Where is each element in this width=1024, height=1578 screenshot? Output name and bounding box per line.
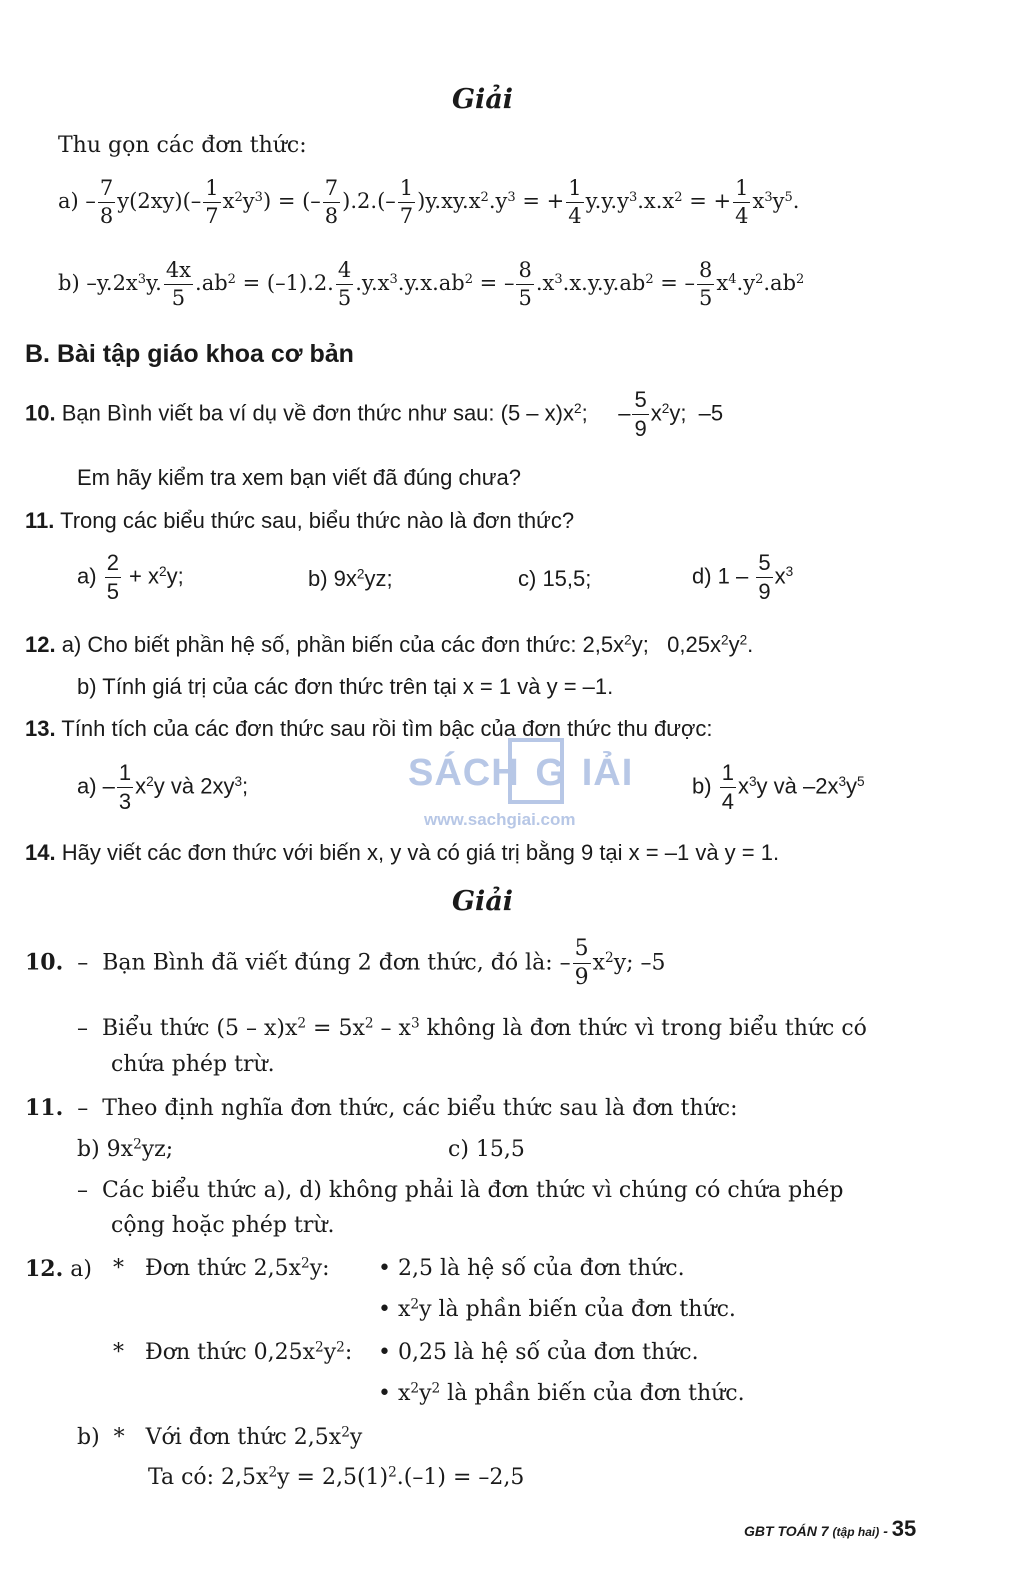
option-label: d) 1 – — [692, 563, 749, 589]
intro-text: Thu gọn các đơn thức: — [58, 133, 307, 158]
exercise-13 — [25, 716, 713, 742]
exercise-12: 12. a) Cho biết phần hệ số, phần biến của các đơn thức: $2,5x^2y$; $0,25x^2y^2$. — [25, 632, 754, 657]
exercise-11-option-c: c) 15,5; — [518, 566, 592, 591]
solution-title: Giải — [452, 84, 514, 115]
solution-12-a-label: a) — [70, 1257, 92, 1282]
solution-12-item1-label: Đơn thức 2,5x — [144, 1256, 302, 1281]
solution-11-text: Theo định nghĩa đơn thức, các biểu thức sau là đơn thức: — [102, 1096, 738, 1121]
option-label: a) — [77, 563, 97, 589]
solution-12-b-text-2: Ta có: 2,5x — [148, 1465, 269, 1490]
option-label: b) — [308, 566, 328, 591]
solution-number: 12. — [25, 1256, 64, 1282]
exercise-number: 12. — [25, 632, 56, 657]
page-number: 35 — [891, 1516, 917, 1541]
section-heading: B. Bài tập giáo khoa cơ bản — [25, 340, 354, 368]
watermark-url: www.sachgiai.com — [424, 810, 576, 829]
solution-12-b-line2: Ta có: $2,5x^2y = 2,5(1)^2.(-1) = -2,5$ — [148, 1464, 525, 1490]
exercise-14-text: Hãy viết các đơn thức với biến x, y và có giá trị bằng 9 tại x = –1 và y = 1. — [61, 840, 780, 865]
solution-12-item1-b1-text: 2,5 là hệ số của đơn thức. — [397, 1256, 685, 1281]
solution-10-line2: – Biểu thức $(5 - x)x^2 = 5x^2 - x^3$ không là đơn thức vì trong biểu thức có — [77, 1015, 867, 1041]
solution-10-text: Bạn Bình đã viết đúng 2 đơn thức, đó là: — [102, 950, 553, 976]
solution-11-item-b: b) $9x^2yz$; — [77, 1136, 174, 1162]
exercise-13-option-b: b) $\frac{1}{4}$ $x^3y$ và $-2x^3y^5$ — [692, 760, 865, 814]
solution-11-item-c: c) 15,5 — [448, 1137, 525, 1162]
exercise-number: 14. — [25, 840, 56, 865]
exercise-11-option-b: b) $9x^2yz$; — [308, 566, 393, 591]
solution-12-b-label: b) — [77, 1425, 100, 1450]
solution-12-item2-label: Đơn thức 0,25x — [144, 1340, 316, 1365]
solution-11-text-3: Các biểu thức a), d) không phải là đơn thức vì chúng có chứa phép — [102, 1178, 844, 1203]
watermark-frame — [508, 738, 564, 804]
solution-12-item1-bullet2: • $x^2y$ là phần biến của đơn thức. — [378, 1296, 736, 1322]
solution-12-b-line1: b) * Với đơn thức $2,5x^2y$ — [77, 1424, 363, 1450]
watermark-text-box: G — [535, 752, 566, 794]
solution-12-header — [25, 1256, 92, 1282]
solution-12-item2-b1-text: 0,25 là hệ số của đơn thức. — [397, 1340, 699, 1365]
solution-12-item1-bullet1: • 2,5 là hệ số của đơn thức. — [378, 1256, 685, 1281]
solution-11-line3: – Các biểu thức a), d) không phải là đơn thức vì chúng có chứa phép — [77, 1178, 844, 1203]
solution-12-item1-b2-text: là phần biến của đơn thức. — [438, 1297, 736, 1322]
exercise-number: 11. — [25, 508, 55, 533]
solution-title-2: Giải — [452, 886, 514, 917]
option-label: a) — [77, 773, 97, 799]
watermark-text-left: SÁCH — [408, 752, 520, 794]
solution-12-item2-bullet1: • 0,25 là hệ số của đơn thức. — [378, 1340, 699, 1365]
solution-10-text-2b: không là đơn thức vì trong biểu thức có — [426, 1016, 867, 1041]
footer-volume: (tập hai) — [832, 1525, 880, 1539]
solution-12-item2-b2-text: là phần biến của đơn thức. — [447, 1381, 745, 1406]
exercise-12-text-b: b) Tính giá trị của các đơn thức trên tại x = 1 và y = –1. — [77, 674, 614, 699]
exercise-13-option-a: a) – $\frac{1}{3}$ $x^2y$ và $2xy^3$; — [77, 760, 249, 814]
exercise-10-line2: Em hãy kiểm tra xem bạn viết đã đúng chưa? — [77, 465, 521, 490]
option-label: b) — [692, 773, 712, 799]
exercise-14 — [25, 840, 779, 866]
watermark-text-right: IẢI — [581, 752, 634, 794]
solution-number: 10. — [25, 949, 64, 976]
solution-11-line1: 11. – Theo định nghĩa đơn thức, các biểu thức sau là đơn thức: — [25, 1095, 738, 1121]
solution-11-line4: cộng hoặc phép trừ. — [111, 1213, 335, 1238]
exercise-10: 10. Bạn Bình viết ba ví dụ về đơn thức như sau: $(5 - x)x^2$; – $\frac{5}{9}$ $x^2y$; –5 — [25, 387, 724, 441]
solution-11-b-text: b) 9x — [77, 1137, 134, 1162]
solution-number: 11. — [25, 1095, 64, 1121]
equation-b: b) $-y.2x^3y$. $\frac{4x}{5}$ $.ab^2 = (-1).2$. $\frac{4}{5}$ $.y.x^3.y.x.ab^2$ = – $\frac{8}{5}$ $.x^3.x.y.y.ab^2$ = – $\frac{8}{5}$ $x^4.y^2.ab^2$ — [58, 258, 805, 310]
solution-12-b-text: Với đơn thức 2,5x — [145, 1425, 342, 1450]
equation-a: a) – $\frac{7}{8}$ y(2xy)(– $\frac{1}{7}$ $x^2y^3$) = (– $\frac{7}{8}$ ).2.(– $\frac{1}{7}$ )$y.xy.x^2.y^3$ = + $\frac{1}{4}$ $y.y.y^3.x.x^2$ = + $\frac{1}{4}$ $x^3y^5$. — [58, 176, 800, 228]
exercise-13-text: Tính tích của các đơn thức sau rồi tìm bậc của đơn thức thu được: — [61, 716, 713, 741]
page-footer: GBT TOÁN 7 (tập hai) - 35 — [744, 1516, 917, 1541]
exercise-number: 10. — [25, 400, 56, 426]
exercise-11-option-d: d) 1 – $\frac{5}{9}$ $x^3$ — [692, 550, 794, 604]
footer-book-title: GBT TOÁN 7 — [744, 1523, 829, 1539]
solution-10-text-2a: Biểu thức (5 – x)x — [102, 1016, 298, 1041]
exercise-11-text: Trong các biểu thức sau, biểu thức nào là đơn thức? — [60, 508, 575, 533]
exercise-11-option-a: a) $\frac{2}{5}$ + $x^2y$; — [77, 550, 184, 604]
equation-b-label: b) — [58, 271, 80, 295]
solution-10-line1: 10. – Bạn Bình đã viết đúng 2 đơn thức, đó là: – $\frac{5}{9}$ $x^2y$; –5 — [25, 936, 666, 990]
exercise-12-text-a: a) Cho biết phần hệ số, phần biến của các đơn thức: 2,5x — [61, 632, 625, 657]
solution-12-item1: * Đơn thức $2,5x^2y$: — [113, 1255, 330, 1281]
exercise-11 — [25, 508, 574, 534]
solution-12-item2-bullet2: • $x^2y^2$ là phần biến của đơn thức. — [378, 1380, 745, 1406]
solution-12-item2: * Đơn thức $0,25x^2y^2$: — [113, 1339, 353, 1365]
solution-10-line3: chứa phép trừ. — [111, 1052, 275, 1077]
exercise-10-text: Bạn Bình viết ba ví dụ về đơn thức như sau: (5 – x)x — [61, 400, 574, 426]
equation-a-label: a) — [58, 189, 79, 213]
exercise-number: 13. — [25, 716, 56, 741]
